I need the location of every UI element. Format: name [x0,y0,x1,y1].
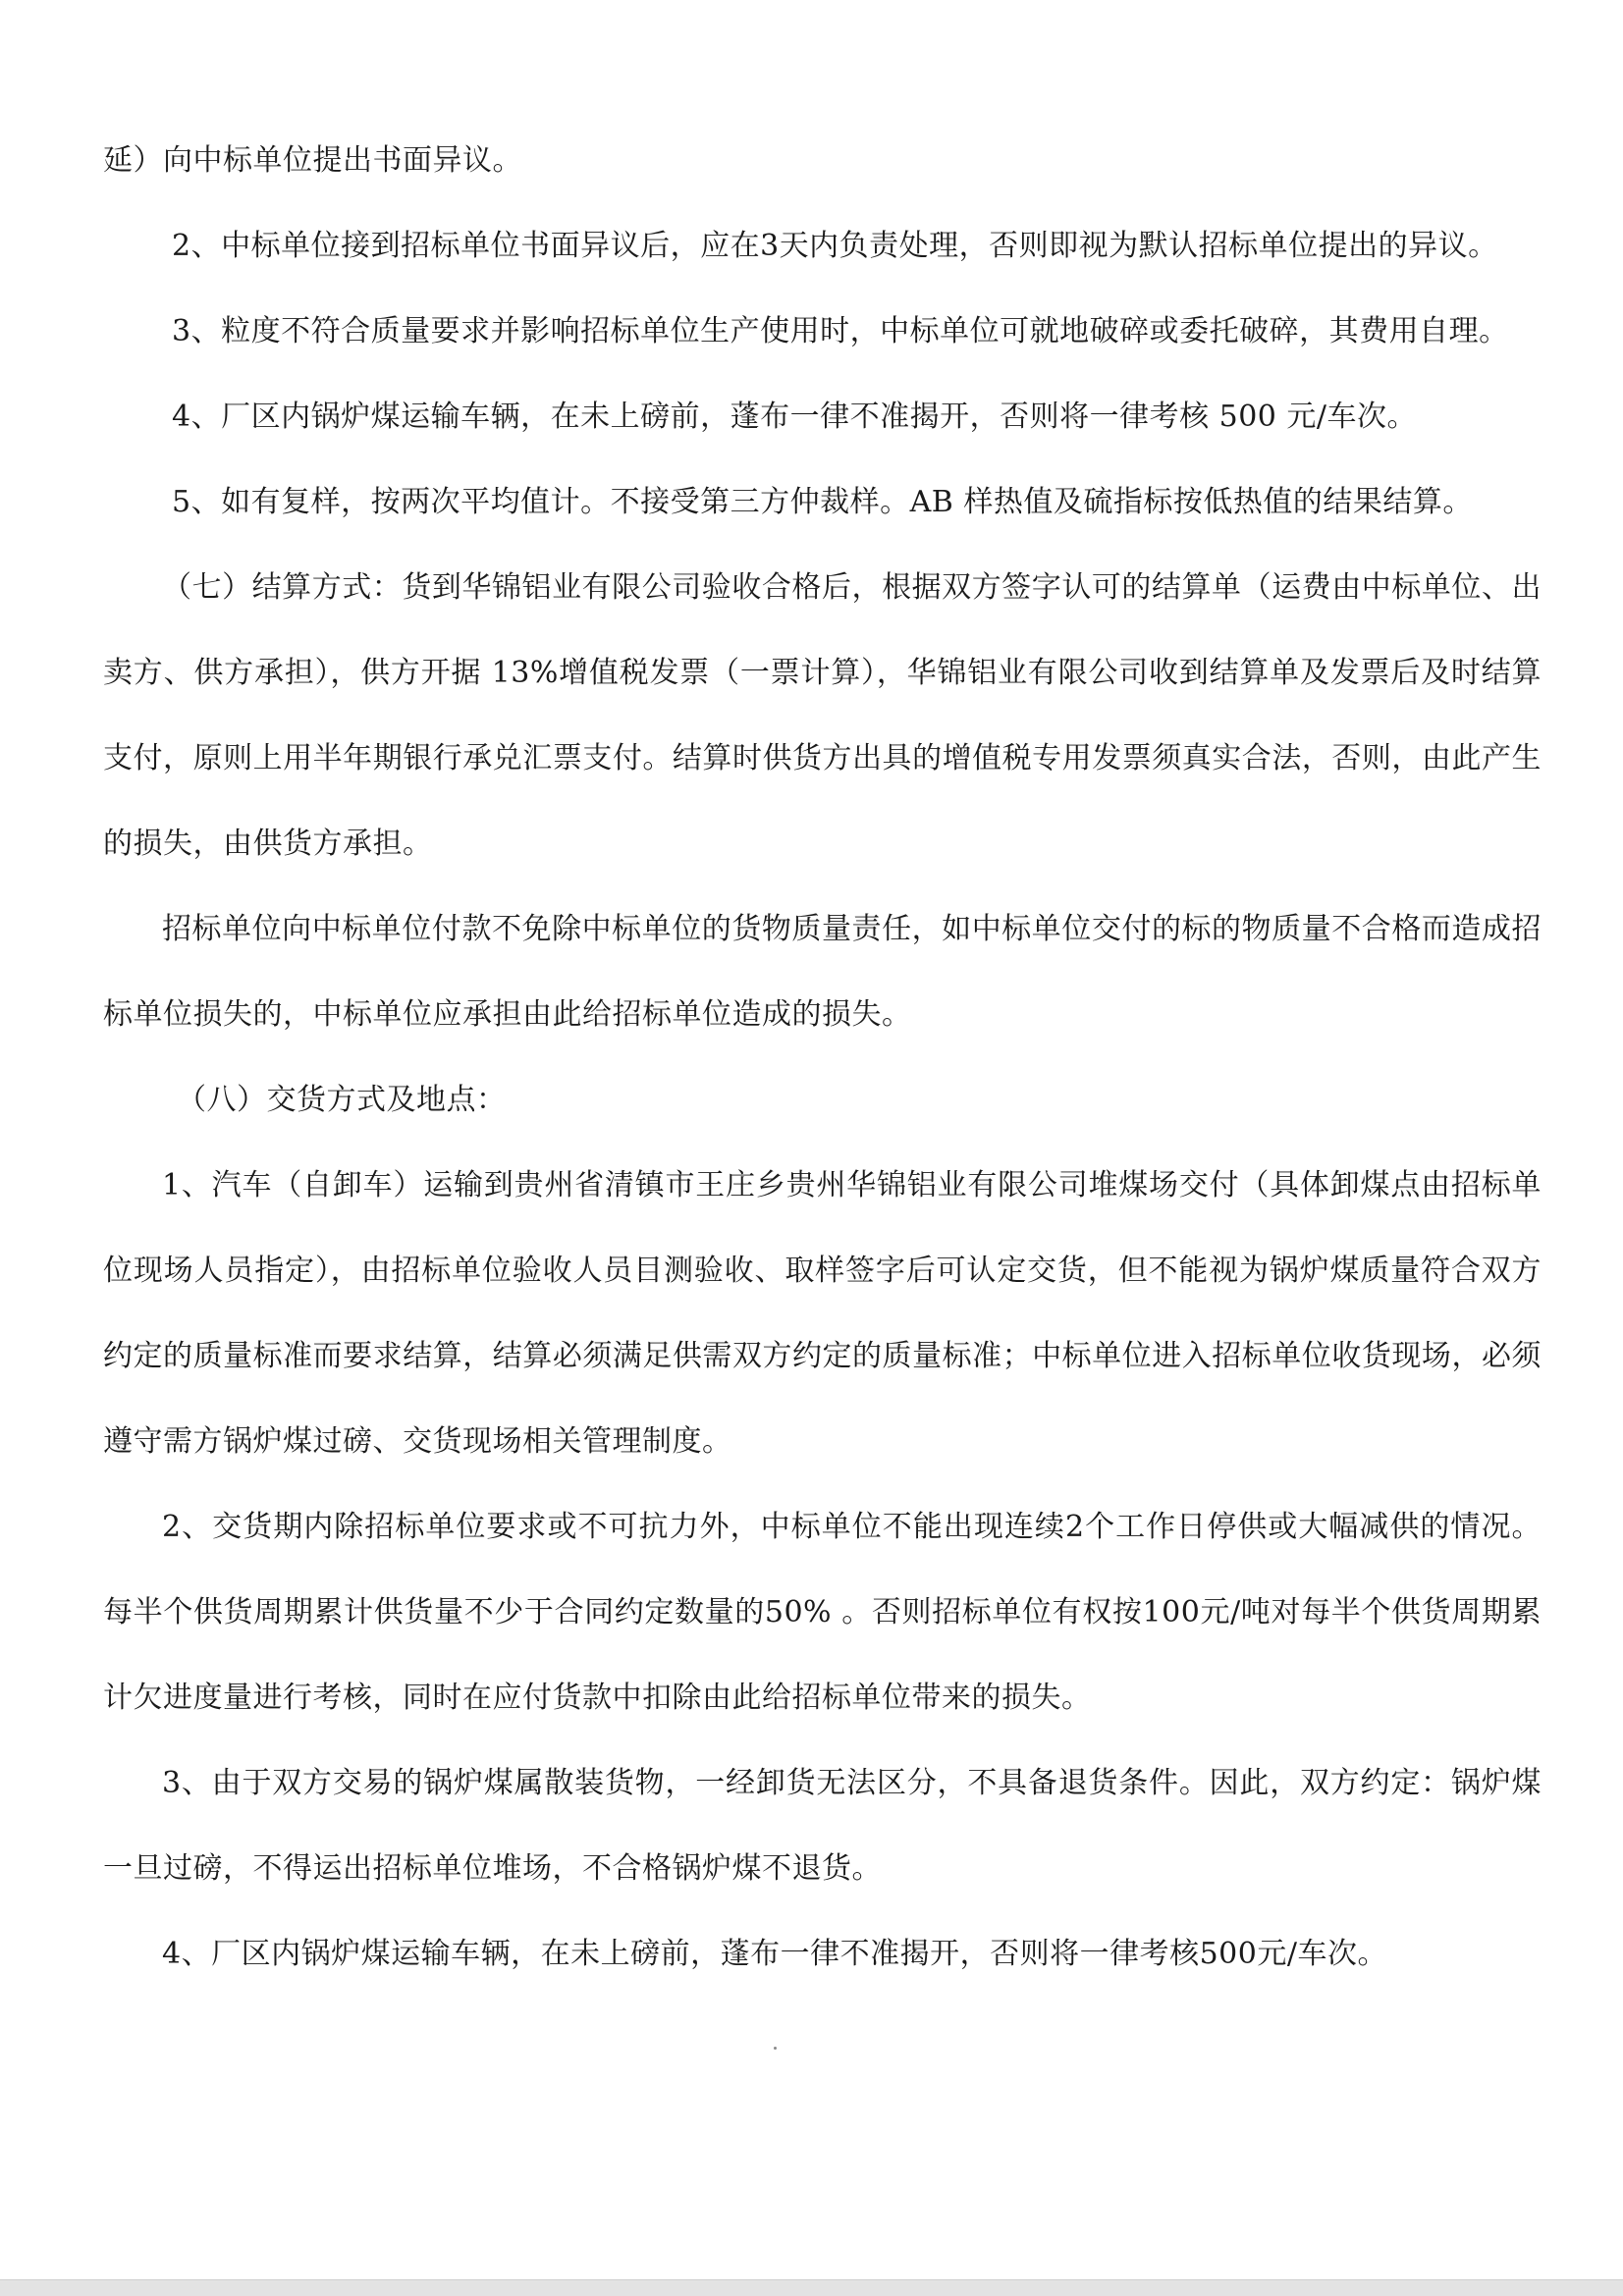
paragraph-delivery-item-3: 3、由于双方交易的锅炉煤属散装货物，一经卸货无法区分，不具备退货条件。因此，双方约定：锅炉煤一旦过磅，不得运出招标单位堆场，不合格锅炉煤不退货。 [103,1766,1542,1886]
scan-speck [774,2047,777,2050]
paragraph-section-8-heading: （八）交货方式及地点： [177,1083,507,1117]
scan-bottom-edge [0,2279,1623,2296]
paragraph-item-3-granularity: 3、粒度不符合质量要求并影响招标单位生产使用时，中标单位可就地破碎或委托破碎，其费用自理。 [172,314,1509,348]
paragraph-objection-continued: 延）向中标单位提出书面异议。 [103,143,522,178]
paragraph-delivery-item-1: 1、汽车（自卸车）运输到贵州省清镇市王庄乡贵州华锦铝业有限公司堆煤场交付（具体卸煤点由招标单位现场人员指定），由招标单位验收人员目测验收、取样签字后可认定交货，但不能视为锅炉煤质量符合双方约定的质量标准而要求结算，结算必须满足供需双方约定的质量标准；中标单位进入招标单位收货现场，必须遵守需方锅炉煤过磅、交货现场相关管理制度。 [103,1168,1542,1459]
paragraph-item-5-resample: 5、如有复样，按两次平均值计。不接受第三方仲裁样。AB 样热值及硫指标按低热值的结果结算。 [172,485,1473,519]
paragraph-payment-liability: 招标单位向中标单位付款不免除中标单位的货物质量责任，如中标单位交付的标的物质量不合格而造成招标单位损失的，中标单位应承担由此给招标单位造成的损失。 [103,912,1542,1032]
paragraph-item-2-objection-handling: 2、中标单位接到招标单位书面异议后，应在3天内负责处理，否则即视为默认招标单位提出的异议。 [172,229,1498,263]
paragraph-section-7-settlement: （七）结算方式：货到华锦铝业有限公司验收合格后，根据双方签字认可的结算单（运费由中标单位、出卖方、供方承担），供方开据 13%增值税发票（一票计算），华锦铝业有限公司收到结算单及发票后及时结算支付，原则上用半年期银行承兑汇票支付。结算时供货方出具的增值税专用发票须真实合法，否则，由此产生的损失，由供货方承担。 [103,570,1542,861]
paragraph-delivery-item-4: 4、厂区内锅炉煤运输车辆，在未上磅前，蓬布一律不准揭开，否则将一律考核500元/车次。 [162,1937,1387,1971]
document-body [103,118,1542,1997]
paragraph-item-4-tarpaulin: 4、厂区内锅炉煤运输车辆，在未上磅前，蓬布一律不准揭开，否则将一律考核 500 元/车次。 [172,400,1418,434]
paragraph-delivery-item-2: 2、交货期内除招标单位要求或不可抗力外，中标单位不能出现连续2个工作日停供或大幅减供的情况。每半个供货周期累计供货量不少于合同约定数量的50% 。否则招标单位有权按100元/吨对每半个供货周期累计欠进度量进行考核，同时在应付货款中扣除由此给招标单位带来的损失。 [103,1510,1542,1715]
